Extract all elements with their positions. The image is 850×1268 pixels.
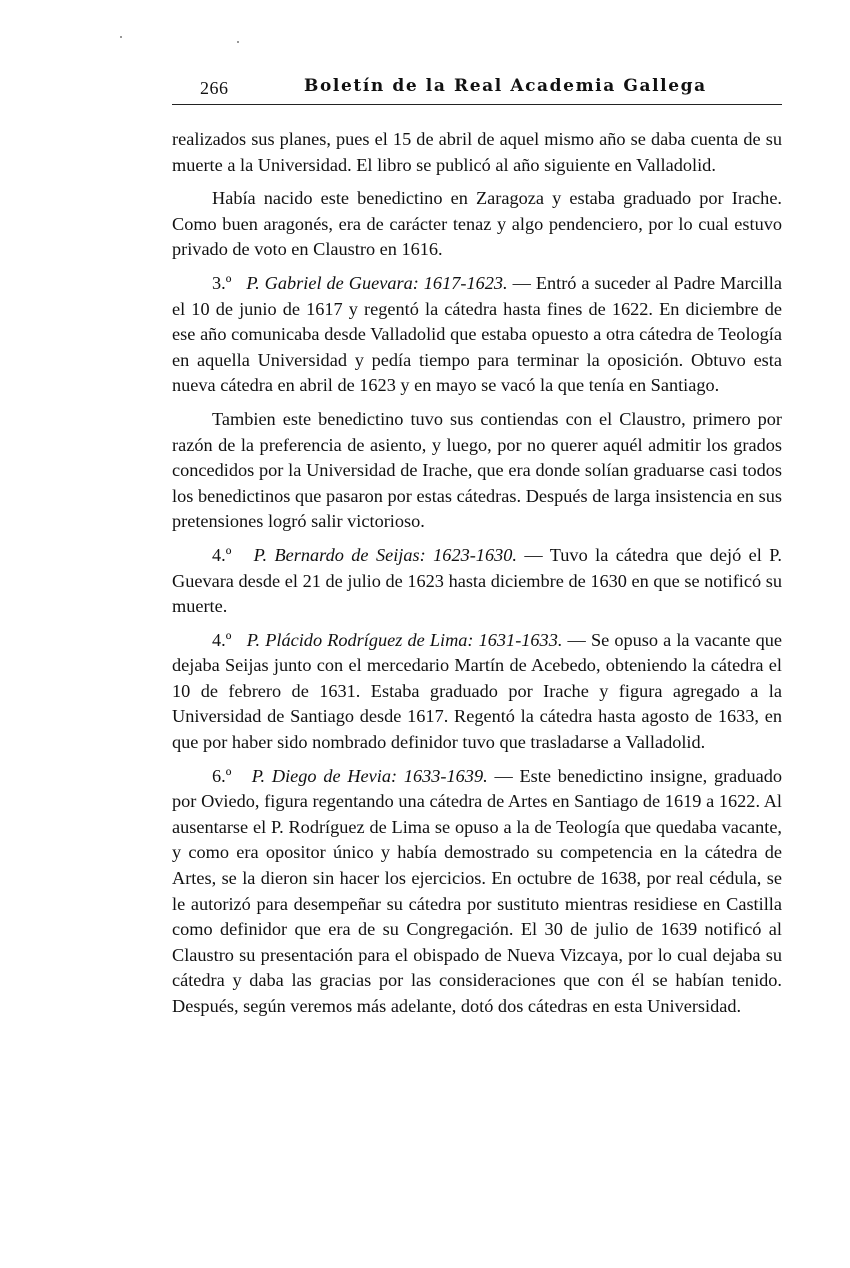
entry-guevara <box>172 271 782 399</box>
entry-number: 3.º <box>212 272 232 293</box>
entry-text: — Entró a suceder al Padre Marcilla el 10 de junio de 1617 y regentó la cátedra hasta fines de 1622. En diciembre de ese año comunicaba desde Valladolid que estaba opuesto a otra cátedra de Teología en aquella Universidad y pedía tiempo para terminar la oposición. Obtuvo esta nueva cátedra en abril de 1623 y en mayo se vacó la que tenía en Santiago. <box>172 272 782 396</box>
entry-text: — Se opuso a la vacante que dejaba Seijas junto con el mercedario Martín de Acebedo, obteniendo la cátedra el 10 de febrero de 1631. Estaba graduado por Irache y figura agregado a la Universidad de Santiago desde 1617. Regentó la cátedra hasta agosto de 1633, en que por haber sido nombrado definidor tuvo que trasladarse a Valladolid. <box>172 629 782 753</box>
entry-seijas <box>172 543 782 620</box>
journal-title: Boletín de la Real Academia Gallega <box>304 76 707 96</box>
entry-rodriguez-de-lima <box>172 628 782 756</box>
entry-text: — Tuvo la cátedra que dejó el P. Guevara desde el 21 de julio de 1623 hasta diciembre de 1630 en que se notificó su muerte. <box>172 544 782 617</box>
entry-number: 6.º <box>212 765 232 786</box>
entry-title: P. Gabriel de Guevara: 1617-1623. <box>246 272 508 293</box>
entry-title: P. Diego de Hevia: 1633-1639. <box>251 765 488 786</box>
page-number: 266 <box>200 78 229 98</box>
entry-number: 4.º <box>212 544 232 565</box>
entry-hevia <box>172 764 782 1020</box>
paragraph-continuation <box>172 127 782 178</box>
paragraph-text: realizados sus planes, pues el 15 de abril de aquel mismo año se daba cuenta de su muerte a la Universidad. El libro se publicó al año siguiente en Valladolid. <box>172 129 782 175</box>
entry-title: P. Bernardo de Seijas: 1623-1630. <box>253 544 517 565</box>
paragraph-text: Había nacido este benedictino en Zaragoza y estaba graduado por Irache. Como buen aragonés, era de carácter tenaz y algo pendenciero, por lo cual estuvo privado de voto en Claustro en 1616. <box>172 188 782 260</box>
paragraph-biography-note <box>172 186 782 263</box>
paragraph-text: Tambien este benedictino tuvo sus contiendas con el Claustro, primero por razón de la preferencia de asiento, y luego, por no querer aquél admitir los grados concedidos por la Universidad de Irache, que era donde solían graduarse casi todos los benedictinos que pasaron por estas cátedras. Después de larga insistencia en sus pretensiones logró salir victorioso. <box>172 408 782 532</box>
entry-number: 4.º <box>212 629 232 650</box>
running-header <box>172 76 782 105</box>
scan-speck <box>237 41 239 43</box>
paragraph-guevara-disputes <box>172 407 782 535</box>
document-page <box>172 76 782 1028</box>
scan-speck <box>120 36 122 38</box>
entry-title: P. Plácido Rodríguez de Lima: 1631-1633. <box>246 629 563 650</box>
entry-text: — Este benedictino insigne, graduado por Oviedo, figura regentando una cátedra de Artes en Santiago de 1619 a 1622. Al ausentarse el P. Rodríguez de Lima se opuso a la de Teología que quedaba vacante, y como era opositor único y había demostrado su competencia en la cátedra de Artes, se la dieron sin hacer los ejercicios. En octubre de 1638, por real cédula, se le autorizó para desempeñar su cátedra por sustituto mientras residiese en Castilla como definidor que era de su Congregación. El 30 de julio de 1639 notificó al Claustro su presentación para el obispado de Nueva Vizcaya, por lo cual dejaba su cátedra y daba las gracias por las consideraciones que con él se habían tenido. Después, según veremos más adelante, dotó dos cátedras en esta Universidad. <box>172 765 782 1016</box>
